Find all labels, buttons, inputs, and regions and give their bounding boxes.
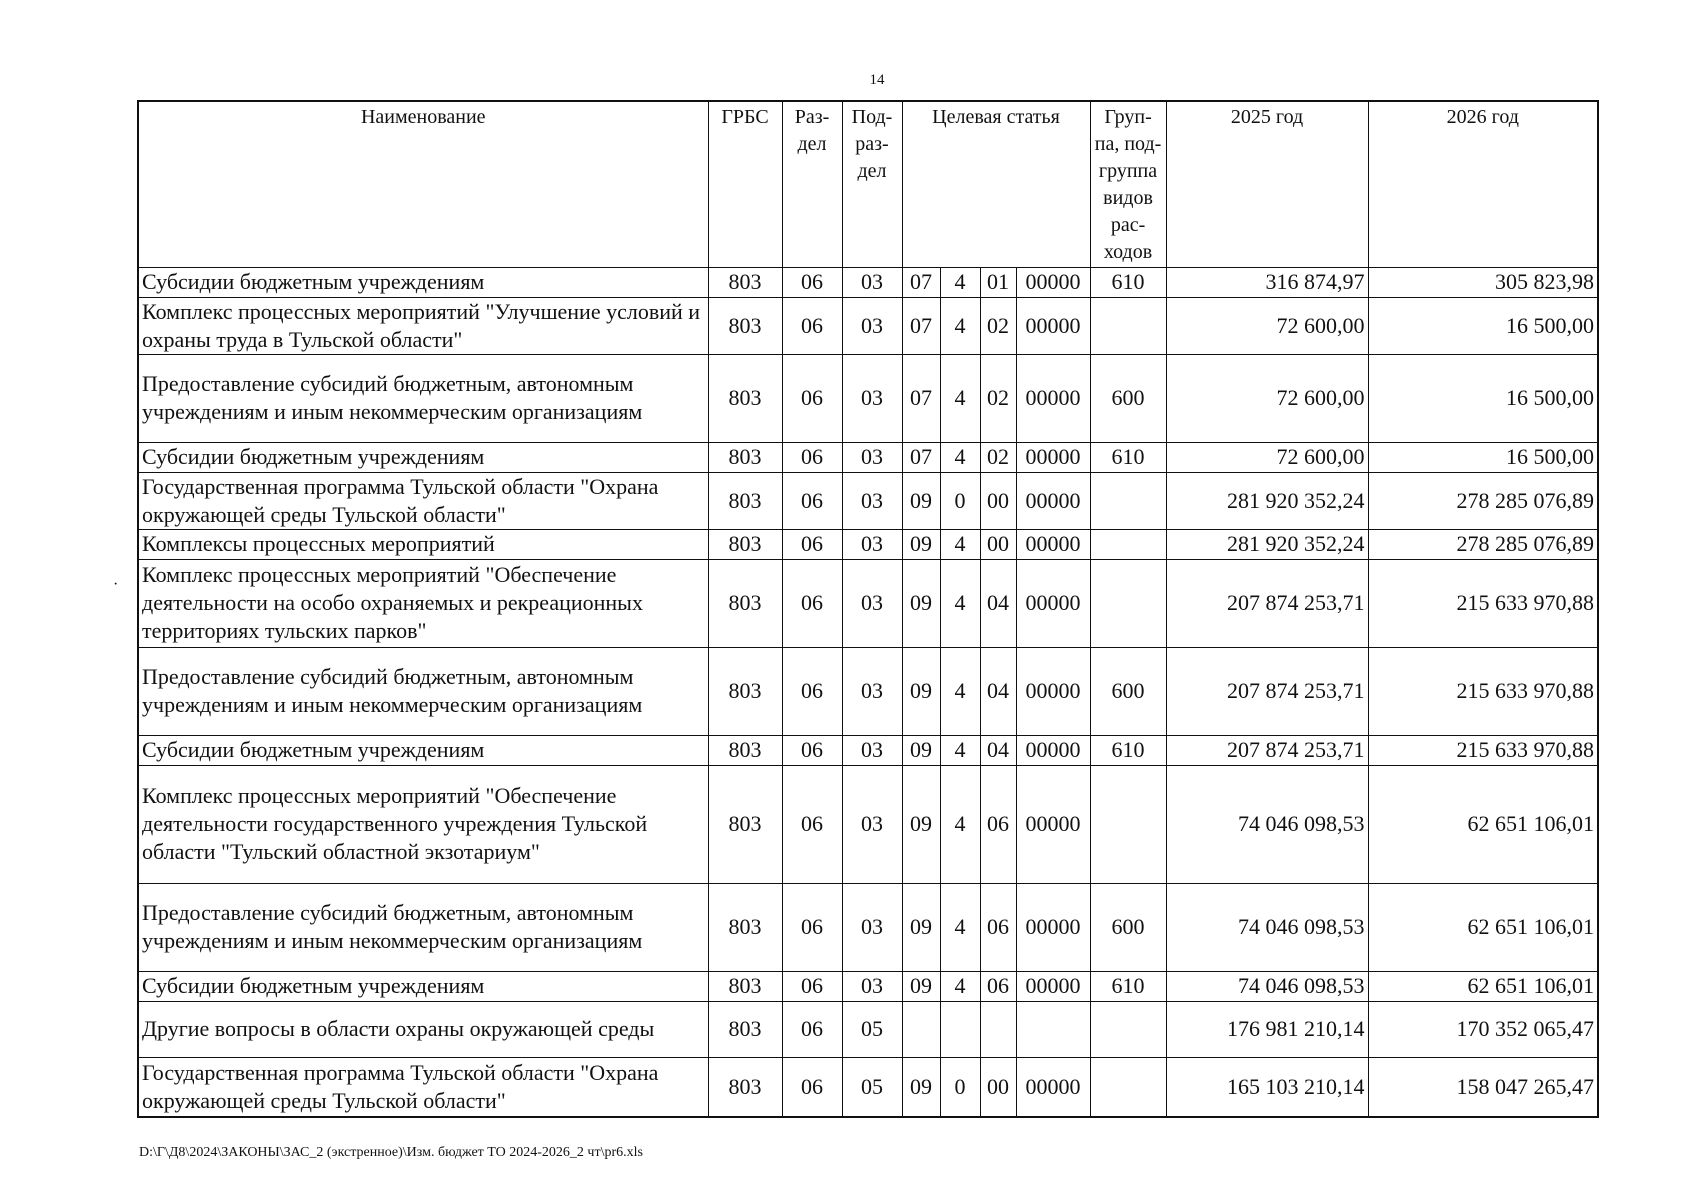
cell-name: Субсидии бюджетным учреждениям [138,971,708,1001]
header-target-article: Целевая статья [902,101,1090,267]
cell-name: Субсидии бюджетным учреждениям [138,267,708,297]
cell-target-direction: 00000 [1016,267,1090,297]
cell-grbs: 803 [708,647,782,735]
cell-target-type: 4 [940,442,980,472]
cell-target-program: 07 [902,442,940,472]
cell-target-program: 09 [902,529,940,559]
cell-target-subprogram: 04 [980,735,1016,765]
cell-podrazdel: 03 [842,354,902,442]
cell-2026: 278 285 076,89 [1368,472,1598,529]
cell-grbs: 803 [708,1057,782,1117]
cell-2025: 281 920 352,24 [1166,529,1368,559]
cell-grbs: 803 [708,883,782,971]
table-row [138,267,1598,297]
cell-target-type: 4 [940,559,980,647]
page-number: 14 [869,72,885,88]
table-row [138,472,1598,529]
cell-razdel: 06 [782,354,842,442]
cell-expense-group [1090,529,1166,559]
cell-target-subprogram: 06 [980,765,1016,883]
cell-razdel: 06 [782,971,842,1001]
cell-grbs: 803 [708,765,782,883]
cell-2026: 62 651 106,01 [1368,883,1598,971]
cell-target-subprogram: 06 [980,883,1016,971]
table-row [138,1001,1598,1057]
cell-name: Предоставление субсидий бюджетным, автономным учреждениям и иным некоммерческим организациям [138,354,708,442]
cell-target-subprogram: 01 [980,267,1016,297]
cell-podrazdel: 03 [842,559,902,647]
cell-expense-group [1090,1057,1166,1117]
cell-podrazdel: 03 [842,472,902,529]
cell-target-type [940,1001,980,1057]
cell-2026: 62 651 106,01 [1368,971,1598,1001]
cell-target-type: 4 [940,354,980,442]
table-row [138,559,1598,647]
cell-2026: 158 047 265,47 [1368,1057,1598,1117]
cell-target-direction: 00000 [1016,735,1090,765]
cell-razdel: 06 [782,297,842,354]
cell-target-program: 09 [902,735,940,765]
table-row [138,442,1598,472]
cell-podrazdel: 03 [842,267,902,297]
cell-target-direction [1016,1001,1090,1057]
cell-razdel: 06 [782,1057,842,1117]
cell-target-direction: 00000 [1016,442,1090,472]
cell-expense-group [1090,559,1166,647]
cell-target-direction: 00000 [1016,971,1090,1001]
cell-target-type: 4 [940,883,980,971]
cell-2026: 16 500,00 [1368,354,1598,442]
cell-podrazdel: 03 [842,971,902,1001]
header-2026: 2026 год [1368,101,1598,267]
cell-target-type: 4 [940,529,980,559]
cell-2025: 176 981 210,14 [1166,1001,1368,1057]
cell-grbs: 803 [708,735,782,765]
cell-expense-group: 600 [1090,647,1166,735]
cell-podrazdel: 05 [842,1001,902,1057]
cell-grbs: 803 [708,529,782,559]
cell-target-type: 4 [940,297,980,354]
cell-target-type: 0 [940,1057,980,1117]
cell-razdel: 06 [782,442,842,472]
cell-target-subprogram: 02 [980,442,1016,472]
cell-target-program: 07 [902,354,940,442]
cell-target-type: 4 [940,971,980,1001]
cell-target-type: 4 [940,267,980,297]
cell-2025: 72 600,00 [1166,297,1368,354]
cell-expense-group: 600 [1090,883,1166,971]
cell-razdel: 06 [782,559,842,647]
cell-expense-group: 610 [1090,971,1166,1001]
table-row [138,297,1598,354]
cell-2026: 16 500,00 [1368,442,1598,472]
cell-target-subprogram: 04 [980,559,1016,647]
cell-target-subprogram: 00 [980,1057,1016,1117]
cell-2025: 74 046 098,53 [1166,883,1368,971]
cell-2025: 72 600,00 [1166,354,1368,442]
cell-2026: 278 285 076,89 [1368,529,1598,559]
cell-target-direction: 00000 [1016,529,1090,559]
table-row [138,765,1598,883]
cell-2026: 215 633 970,88 [1368,647,1598,735]
table-row [138,735,1598,765]
cell-2025: 281 920 352,24 [1166,472,1368,529]
cell-target-direction: 00000 [1016,354,1090,442]
cell-target-direction: 00000 [1016,765,1090,883]
table-row [138,971,1598,1001]
cell-expense-group [1090,1001,1166,1057]
cell-podrazdel: 03 [842,647,902,735]
header-razdel: Раз- дел [782,101,842,267]
cell-2025: 165 103 210,14 [1166,1057,1368,1117]
cell-target-subprogram: 00 [980,472,1016,529]
cell-target-type: 4 [940,765,980,883]
cell-2025: 207 874 253,71 [1166,647,1368,735]
cell-name: Субсидии бюджетным учреждениям [138,442,708,472]
cell-podrazdel: 05 [842,1057,902,1117]
cell-target-subprogram: 02 [980,354,1016,442]
cell-podrazdel: 03 [842,883,902,971]
cell-target-program: 09 [902,1057,940,1117]
header-grbs: ГРБС [708,101,782,267]
footer-file-path: D:\Г\Д8\2024\ЗАКОНЫ\ЗАС_2 (экстренное)\Изм. бюджет ТО 2024-2026_2 чт\pr6.xls [139,1145,643,1160]
cell-target-direction: 00000 [1016,297,1090,354]
cell-grbs: 803 [708,472,782,529]
cell-target-subprogram: 00 [980,529,1016,559]
cell-2026: 170 352 065,47 [1368,1001,1598,1057]
cell-podrazdel: 03 [842,297,902,354]
table-header-row [138,101,1598,267]
cell-target-subprogram [980,1001,1016,1057]
cell-target-program: 09 [902,472,940,529]
header-podrazdel: Под- раз- дел [842,101,902,267]
cell-2025: 207 874 253,71 [1166,735,1368,765]
cell-grbs: 803 [708,297,782,354]
cell-razdel: 06 [782,647,842,735]
cell-name: Другие вопросы в области охраны окружающей среды [138,1001,708,1057]
cell-target-program: 09 [902,559,940,647]
cell-grbs: 803 [708,267,782,297]
cell-target-program: 07 [902,297,940,354]
cell-podrazdel: 03 [842,735,902,765]
cell-target-subprogram: 02 [980,297,1016,354]
cell-target-type: 4 [940,735,980,765]
cell-target-type: 4 [940,647,980,735]
cell-razdel: 06 [782,765,842,883]
table-row [138,529,1598,559]
cell-name: Комплексы процессных мероприятий [138,529,708,559]
cell-name: Государственная программа Тульской области "Охрана окружающей среды Тульской области" [138,472,708,529]
table-row [138,1057,1598,1117]
cell-expense-group [1090,297,1166,354]
cell-target-program: 09 [902,883,940,971]
cell-target-program: 09 [902,647,940,735]
cell-name: Комплекс процессных мероприятий "Обеспечение деятельности на особо охраняемых и рекреационных территориях тульских парков" [138,559,708,647]
margin-mark: · [113,576,119,593]
cell-expense-group: 610 [1090,735,1166,765]
budget-table [137,100,1599,1118]
table-row [138,883,1598,971]
cell-grbs: 803 [708,559,782,647]
header-name: Наименование [138,101,708,267]
cell-2025: 72 600,00 [1166,442,1368,472]
cell-2026: 16 500,00 [1368,297,1598,354]
cell-2026: 215 633 970,88 [1368,735,1598,765]
cell-name: Субсидии бюджетным учреждениям [138,735,708,765]
cell-target-subprogram: 04 [980,647,1016,735]
cell-expense-group: 610 [1090,267,1166,297]
cell-razdel: 06 [782,1001,842,1057]
cell-target-program: 09 [902,765,940,883]
cell-grbs: 803 [708,442,782,472]
cell-2025: 207 874 253,71 [1166,559,1368,647]
cell-2026: 62 651 106,01 [1368,765,1598,883]
cell-podrazdel: 03 [842,765,902,883]
cell-expense-group [1090,765,1166,883]
cell-name: Государственная программа Тульской области "Охрана окружающей среды Тульской области" [138,1057,708,1117]
cell-target-program: 09 [902,971,940,1001]
cell-razdel: 06 [782,267,842,297]
cell-target-program: 07 [902,267,940,297]
table-body [138,267,1598,1117]
cell-2025: 74 046 098,53 [1166,765,1368,883]
cell-expense-group: 600 [1090,354,1166,442]
cell-name: Комплекс процессных мероприятий "Улучшение условий и охраны труда в Тульской области" [138,297,708,354]
cell-razdel: 06 [782,529,842,559]
cell-grbs: 803 [708,1001,782,1057]
cell-target-program [902,1001,940,1057]
cell-target-type: 0 [940,472,980,529]
cell-target-direction: 00000 [1016,883,1090,971]
header-expense-group: Груп- па, под- группа видов рас- ходов [1090,101,1166,267]
cell-2026: 305 823,98 [1368,267,1598,297]
cell-name: Комплекс процессных мероприятий "Обеспечение деятельности государственного учреждения Тульской области "Тульский областной экзотариум" [138,765,708,883]
cell-razdel: 06 [782,472,842,529]
cell-2025: 74 046 098,53 [1166,971,1368,1001]
cell-target-subprogram: 06 [980,971,1016,1001]
cell-podrazdel: 03 [842,442,902,472]
table-row [138,354,1598,442]
cell-grbs: 803 [708,354,782,442]
cell-name: Предоставление субсидий бюджетным, автономным учреждениям и иным некоммерческим организациям [138,647,708,735]
cell-target-direction: 00000 [1016,559,1090,647]
cell-razdel: 06 [782,735,842,765]
cell-2025: 316 874,97 [1166,267,1368,297]
cell-target-direction: 00000 [1016,1057,1090,1117]
cell-expense-group: 610 [1090,442,1166,472]
cell-2026: 215 633 970,88 [1368,559,1598,647]
cell-expense-group [1090,472,1166,529]
table-row [138,647,1598,735]
cell-grbs: 803 [708,971,782,1001]
cell-name: Предоставление субсидий бюджетным, автономным учреждениям и иным некоммерческим организациям [138,883,708,971]
cell-target-direction: 00000 [1016,472,1090,529]
cell-razdel: 06 [782,883,842,971]
cell-podrazdel: 03 [842,529,902,559]
cell-target-direction: 00000 [1016,647,1090,735]
header-2025: 2025 год [1166,101,1368,267]
